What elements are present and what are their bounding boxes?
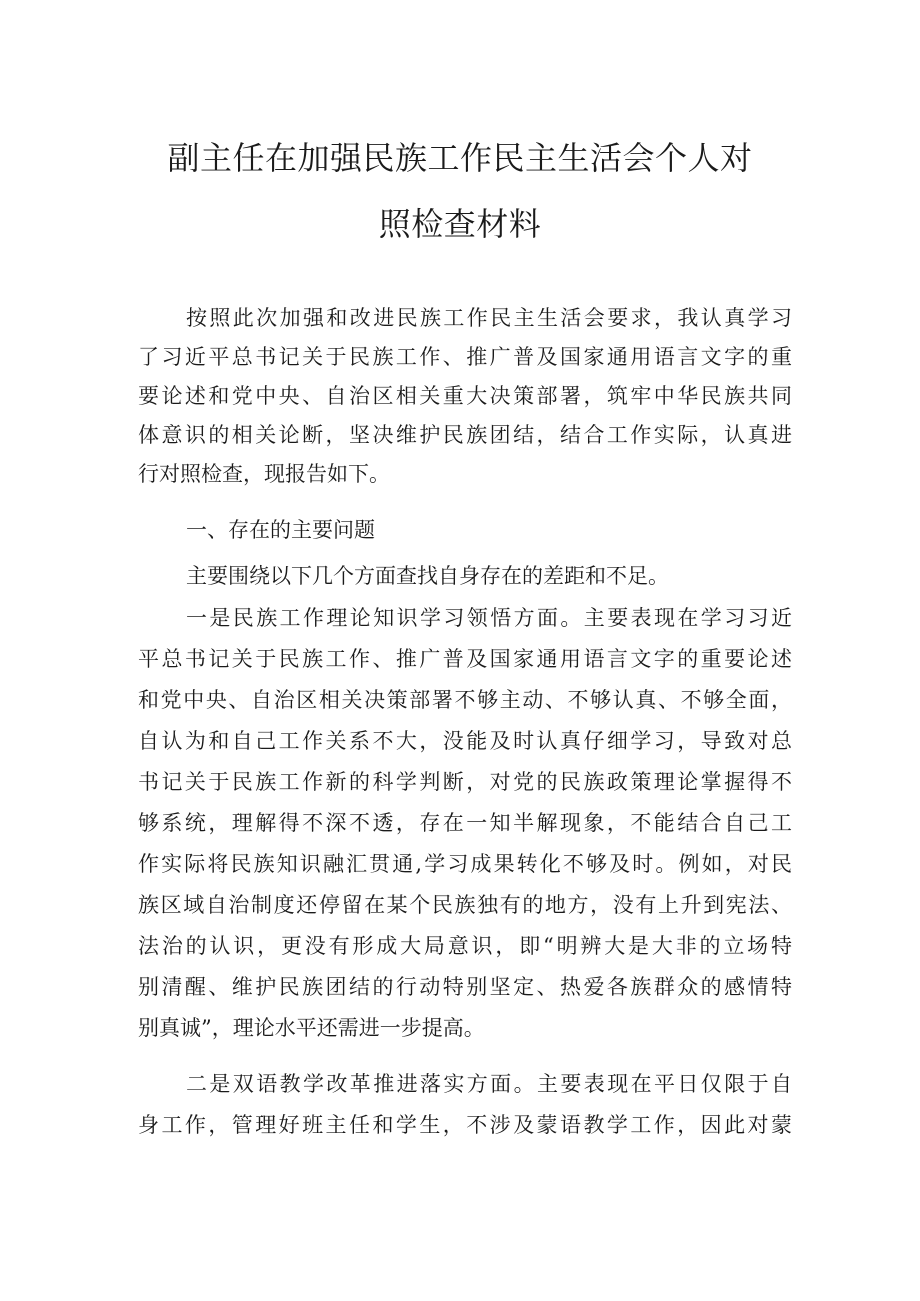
paragraph-line: 身工作，管理好班主任和学生，不涉及蒙语教学工作，因此对蒙 (138, 1113, 792, 1137)
document-title-line-2: 照检查材料 (378, 205, 542, 243)
paragraph-line: 族区域自治制度还停留在某个民族独有的地方，没有上升到宪法、 (138, 893, 792, 917)
paragraph-line: 别清醒、维护民族团结的行动特别坚定、热爱各族群众的感情特 (138, 975, 792, 999)
paragraph-line: 作实际将民族知识融汇贯通,学习成果转化不够及时。例如，对民 (138, 852, 792, 876)
paragraph-line: 二是双语教学改革推进落实方面。主要表现在平日仅限于自 (186, 1072, 792, 1096)
paragraph-line: 自认为和自己工作关系不大，没能及时认真仔细学习，导致对总 (138, 729, 792, 753)
section-heading: 一、存在的主要问题 (186, 518, 375, 542)
paragraph-line: 和党中央、自治区相关决策部署不够主动、不够认真、不够全面， (138, 688, 792, 712)
paragraph-line: 别真诚”，理论水平还需进一步提高。 (138, 1016, 485, 1040)
paragraph-line: 够系统，理解得不深不透，存在一知半解现象，不能结合自己工 (138, 811, 792, 835)
paragraph-line: 体意识的相关论断，坚决维护民族团结，结合工作实际，认真进 (138, 423, 792, 447)
paragraph-line: 主要围绕以下几个方面查找自身存在的差距和不足。 (186, 564, 669, 588)
paragraph-line: 行对照检查，现报告如下。 (138, 462, 390, 486)
paragraph-line: 了习近平总书记关于民族工作、推广普及国家通用语言文字的重 (138, 345, 792, 369)
document-title-line-1: 副主任在加强民族工作民主生活会个人对 (167, 139, 753, 177)
paragraph-line: 一是民族工作理论知识学习领悟方面。主要表现在学习习近 (186, 606, 792, 630)
paragraph-line: 要论述和党中央、自治区相关重大决策部署，筑牢中华民族共同 (138, 384, 792, 408)
paragraph-line: 按照此次加强和改进民族工作民主生活会要求，我认真学习 (186, 306, 792, 330)
paragraph-line: 书记关于民族工作新的科学判断，对党的民族政策理论掌握得不 (138, 770, 792, 794)
paragraph-line: 法治的认识，更没有形成大局意识，即“明辨大是大非的立场特 (138, 934, 792, 958)
paragraph-line: 平总书记关于民族工作、推广普及国家通用语言文字的重要论述 (138, 647, 792, 671)
